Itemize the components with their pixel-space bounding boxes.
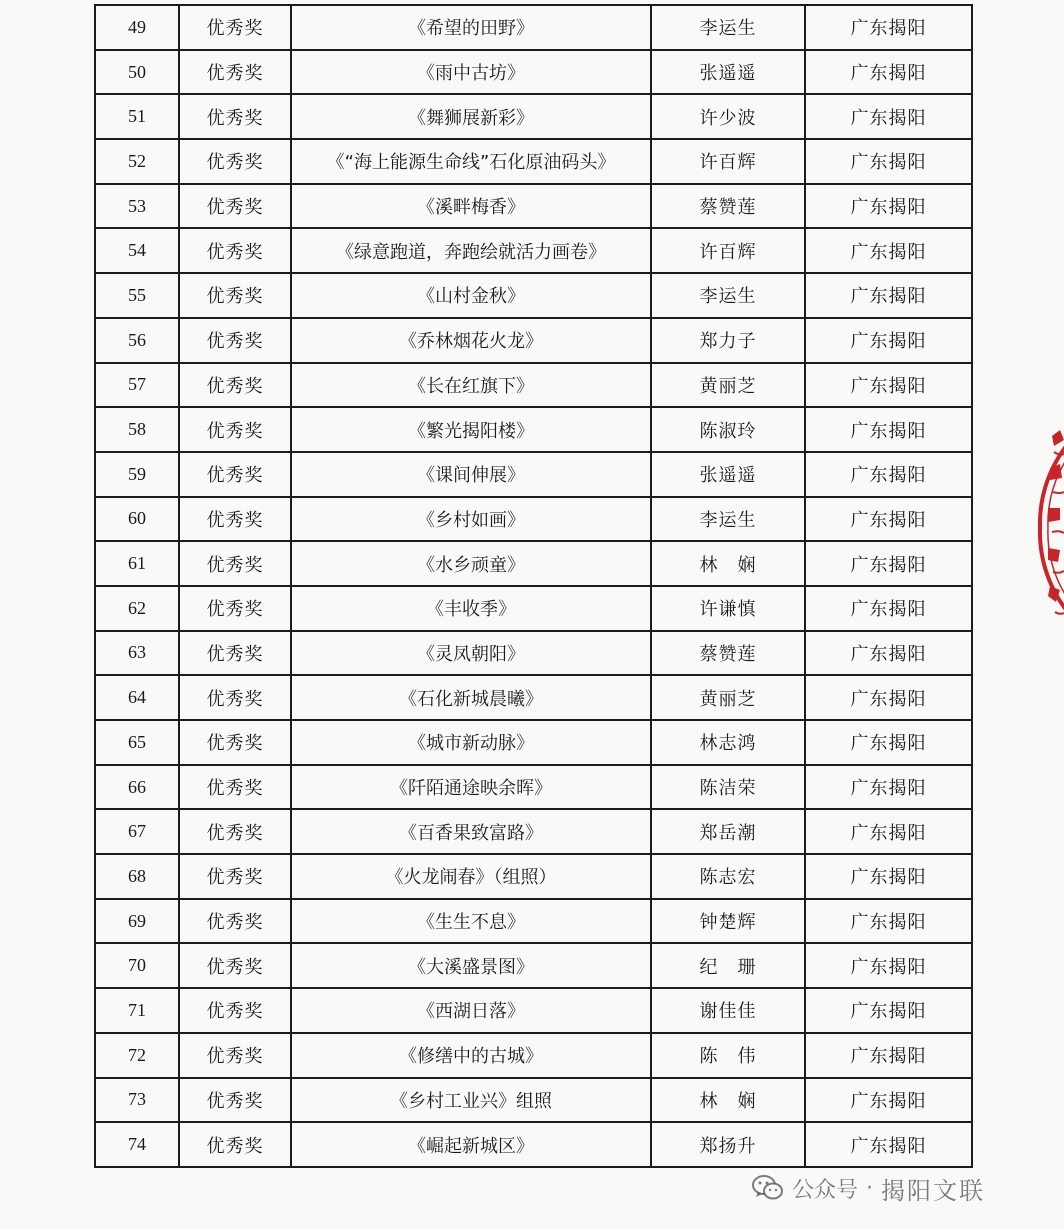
award-level-cell: 优秀奖 (179, 765, 291, 810)
table-row (95, 139, 972, 184)
author-name-cell: 李运生 (651, 5, 805, 50)
author-name-cell: 林志鸿 (651, 720, 805, 765)
work-title-cell: 《乡村工业兴》组照 (291, 1078, 651, 1123)
award-level-cell: 优秀奖 (179, 586, 291, 631)
work-title-cell: 《生生不息》 (291, 899, 651, 944)
work-title-cell: 《课间伸展》 (291, 452, 651, 497)
award-level-cell: 优秀奖 (179, 184, 291, 229)
work-title-cell: 《石化新城晨曦》 (291, 675, 651, 720)
entry-number-cell: 60 (95, 497, 179, 542)
region-cell: 广东揭阳 (805, 184, 972, 229)
entry-number-cell: 55 (95, 273, 179, 318)
work-title-cell: 《丰收季》 (291, 586, 651, 631)
award-level-cell: 优秀奖 (179, 139, 291, 184)
work-title-cell: 《雨中古坊》 (291, 50, 651, 95)
author-name-cell: 林 娴 (651, 1078, 805, 1123)
work-title-cell: 《崛起新城区》 (291, 1122, 651, 1167)
work-title-cell: 《城市新动脉》 (291, 720, 651, 765)
work-title-cell: 《乔林烟花火龙》 (291, 318, 651, 363)
author-name-cell: 郑力子 (651, 318, 805, 363)
award-level-cell: 优秀奖 (179, 318, 291, 363)
author-name-cell: 纪 珊 (651, 943, 805, 988)
award-level-cell: 优秀奖 (179, 809, 291, 854)
entry-number-cell: 53 (95, 184, 179, 229)
awards-table-body (95, 5, 972, 1167)
award-level-cell: 优秀奖 (179, 94, 291, 139)
table-row (95, 363, 972, 408)
entry-number-cell: 61 (95, 541, 179, 586)
awards-table (94, 4, 973, 1168)
award-level-cell: 优秀奖 (179, 497, 291, 542)
award-level-cell: 优秀奖 (179, 273, 291, 318)
region-cell: 广东揭阳 (805, 943, 972, 988)
region-cell: 广东揭阳 (805, 1122, 972, 1167)
author-name-cell: 蔡赞莲 (651, 184, 805, 229)
table-row (95, 50, 972, 95)
author-name-cell: 黄丽芝 (651, 675, 805, 720)
table-row (95, 452, 972, 497)
award-level-cell: 优秀奖 (179, 854, 291, 899)
table-row (95, 809, 972, 854)
region-cell: 广东揭阳 (805, 407, 972, 452)
entry-number-cell: 66 (95, 765, 179, 810)
work-title-cell: 《“海上能源生命线”石化原油码头》 (291, 139, 651, 184)
region-cell: 广东揭阳 (805, 228, 972, 273)
entry-number-cell: 71 (95, 988, 179, 1033)
region-cell: 广东揭阳 (805, 273, 972, 318)
region-cell: 广东揭阳 (805, 318, 972, 363)
entry-number-cell: 58 (95, 407, 179, 452)
table-row (95, 765, 972, 810)
author-name-cell: 许百辉 (651, 228, 805, 273)
work-title-cell: 《繁光揭阳楼》 (291, 407, 651, 452)
award-level-cell: 优秀奖 (179, 452, 291, 497)
author-name-cell: 张遥遥 (651, 50, 805, 95)
entry-number-cell: 67 (95, 809, 179, 854)
entry-number-cell: 74 (95, 1122, 179, 1167)
watermark-source-label: 公众号 (792, 1177, 859, 1203)
author-name-cell: 陈 伟 (651, 1033, 805, 1078)
region-cell: 广东揭阳 (805, 720, 972, 765)
wechat-icon (752, 1174, 784, 1202)
table-row (95, 631, 972, 676)
author-name-cell: 陈志宏 (651, 854, 805, 899)
table-row (95, 273, 972, 318)
entry-number-cell: 59 (95, 452, 179, 497)
author-name-cell: 蔡赞莲 (651, 631, 805, 676)
region-cell: 广东揭阳 (805, 631, 972, 676)
entry-number-cell: 56 (95, 318, 179, 363)
table-row (95, 407, 972, 452)
table-row (95, 1033, 972, 1078)
watermark-account-name: 揭阳文联 (881, 1176, 986, 1205)
award-level-cell: 优秀奖 (179, 675, 291, 720)
entry-number-cell: 62 (95, 586, 179, 631)
region-cell: 广东揭阳 (805, 988, 972, 1033)
work-title-cell: 《灵凤朝阳》 (291, 631, 651, 676)
table-row (95, 854, 972, 899)
region-cell: 广东揭阳 (805, 899, 972, 944)
author-name-cell: 钟楚辉 (651, 899, 805, 944)
work-title-cell: 《山村金秋》 (291, 273, 651, 318)
work-title-cell: 《舞狮展新彩》 (291, 94, 651, 139)
entry-number-cell: 64 (95, 675, 179, 720)
entry-number-cell: 73 (95, 1078, 179, 1123)
award-level-cell: 优秀奖 (179, 1078, 291, 1123)
region-cell: 广东揭阳 (805, 94, 972, 139)
author-name-cell: 郑扬升 (651, 1122, 805, 1167)
author-name-cell: 许百辉 (651, 139, 805, 184)
region-cell: 广东揭阳 (805, 139, 972, 184)
award-level-cell: 优秀奖 (179, 228, 291, 273)
entry-number-cell: 54 (95, 228, 179, 273)
author-name-cell: 谢佳佳 (651, 988, 805, 1033)
entry-number-cell: 52 (95, 139, 179, 184)
author-name-cell: 黄丽芝 (651, 363, 805, 408)
work-title-cell: 《大溪盛景图》 (291, 943, 651, 988)
work-title-cell: 《绿意跑道，奔跑绘就活力画卷》 (291, 228, 651, 273)
region-cell: 广东揭阳 (805, 1078, 972, 1123)
seal-fragment-graphic (1038, 408, 1064, 648)
author-name-cell: 林 娴 (651, 541, 805, 586)
work-title-cell: 《百香果致富路》 (291, 809, 651, 854)
table-row (95, 1122, 972, 1167)
award-level-cell: 优秀奖 (179, 899, 291, 944)
table-row (95, 988, 972, 1033)
award-level-cell: 优秀奖 (179, 943, 291, 988)
work-title-cell: 《长在红旗下》 (291, 363, 651, 408)
region-cell: 广东揭阳 (805, 1033, 972, 1078)
region-cell: 广东揭阳 (805, 50, 972, 95)
award-level-cell: 优秀奖 (179, 407, 291, 452)
award-level-cell: 优秀奖 (179, 363, 291, 408)
author-name-cell: 陈洁荣 (651, 765, 805, 810)
entry-number-cell: 72 (95, 1033, 179, 1078)
table-row (95, 94, 972, 139)
entry-number-cell: 65 (95, 720, 179, 765)
region-cell: 广东揭阳 (805, 809, 972, 854)
wechat-watermark (752, 1168, 985, 1208)
table-row (95, 1078, 972, 1123)
entry-number-cell: 51 (95, 94, 179, 139)
table-row (95, 943, 972, 988)
entry-number-cell: 70 (95, 943, 179, 988)
entry-number-cell: 63 (95, 631, 179, 676)
table-row (95, 675, 972, 720)
award-level-cell: 优秀奖 (179, 50, 291, 95)
award-level-cell: 优秀奖 (179, 1122, 291, 1167)
author-name-cell: 陈淑玲 (651, 407, 805, 452)
entry-number-cell: 57 (95, 363, 179, 408)
table-row (95, 720, 972, 765)
region-cell: 广东揭阳 (805, 5, 972, 50)
region-cell: 广东揭阳 (805, 497, 972, 542)
region-cell: 广东揭阳 (805, 541, 972, 586)
region-cell: 广东揭阳 (805, 854, 972, 899)
work-title-cell: 《火龙闹春》（组照） (291, 854, 651, 899)
award-level-cell: 优秀奖 (179, 1033, 291, 1078)
author-name-cell: 许少波 (651, 94, 805, 139)
work-title-cell: 《西湖日落》 (291, 988, 651, 1033)
work-title-cell: 《希望的田野》 (291, 5, 651, 50)
table-row (95, 586, 972, 631)
region-cell: 广东揭阳 (805, 452, 972, 497)
table-row (95, 541, 972, 586)
table-row (95, 318, 972, 363)
table-row (95, 184, 972, 229)
table-row (95, 899, 972, 944)
work-title-cell: 《阡陌通途映余晖》 (291, 765, 651, 810)
work-title-cell: 《修缮中的古城》 (291, 1033, 651, 1078)
author-name-cell: 李运生 (651, 273, 805, 318)
award-level-cell: 优秀奖 (179, 631, 291, 676)
work-title-cell: 《乡村如画》 (291, 497, 651, 542)
entry-number-cell: 49 (95, 5, 179, 50)
table-row (95, 497, 972, 542)
region-cell: 广东揭阳 (805, 586, 972, 631)
table-row (95, 5, 972, 50)
entry-number-cell: 69 (95, 899, 179, 944)
watermark-separator: · (866, 1175, 874, 1201)
award-level-cell: 优秀奖 (179, 720, 291, 765)
entry-number-cell: 50 (95, 50, 179, 95)
red-seal-stamp (1038, 408, 1064, 648)
award-level-cell: 优秀奖 (179, 5, 291, 50)
author-name-cell: 郑岳潮 (651, 809, 805, 854)
author-name-cell: 许谦慎 (651, 586, 805, 631)
award-level-cell: 优秀奖 (179, 541, 291, 586)
author-name-cell: 张遥遥 (651, 452, 805, 497)
award-level-cell: 优秀奖 (179, 988, 291, 1033)
region-cell: 广东揭阳 (805, 363, 972, 408)
region-cell: 广东揭阳 (805, 675, 972, 720)
author-name-cell: 李运生 (651, 497, 805, 542)
work-title-cell: 《溪畔梅香》 (291, 184, 651, 229)
table-row (95, 228, 972, 273)
work-title-cell: 《水乡顽童》 (291, 541, 651, 586)
entry-number-cell: 68 (95, 854, 179, 899)
region-cell: 广东揭阳 (805, 765, 972, 810)
